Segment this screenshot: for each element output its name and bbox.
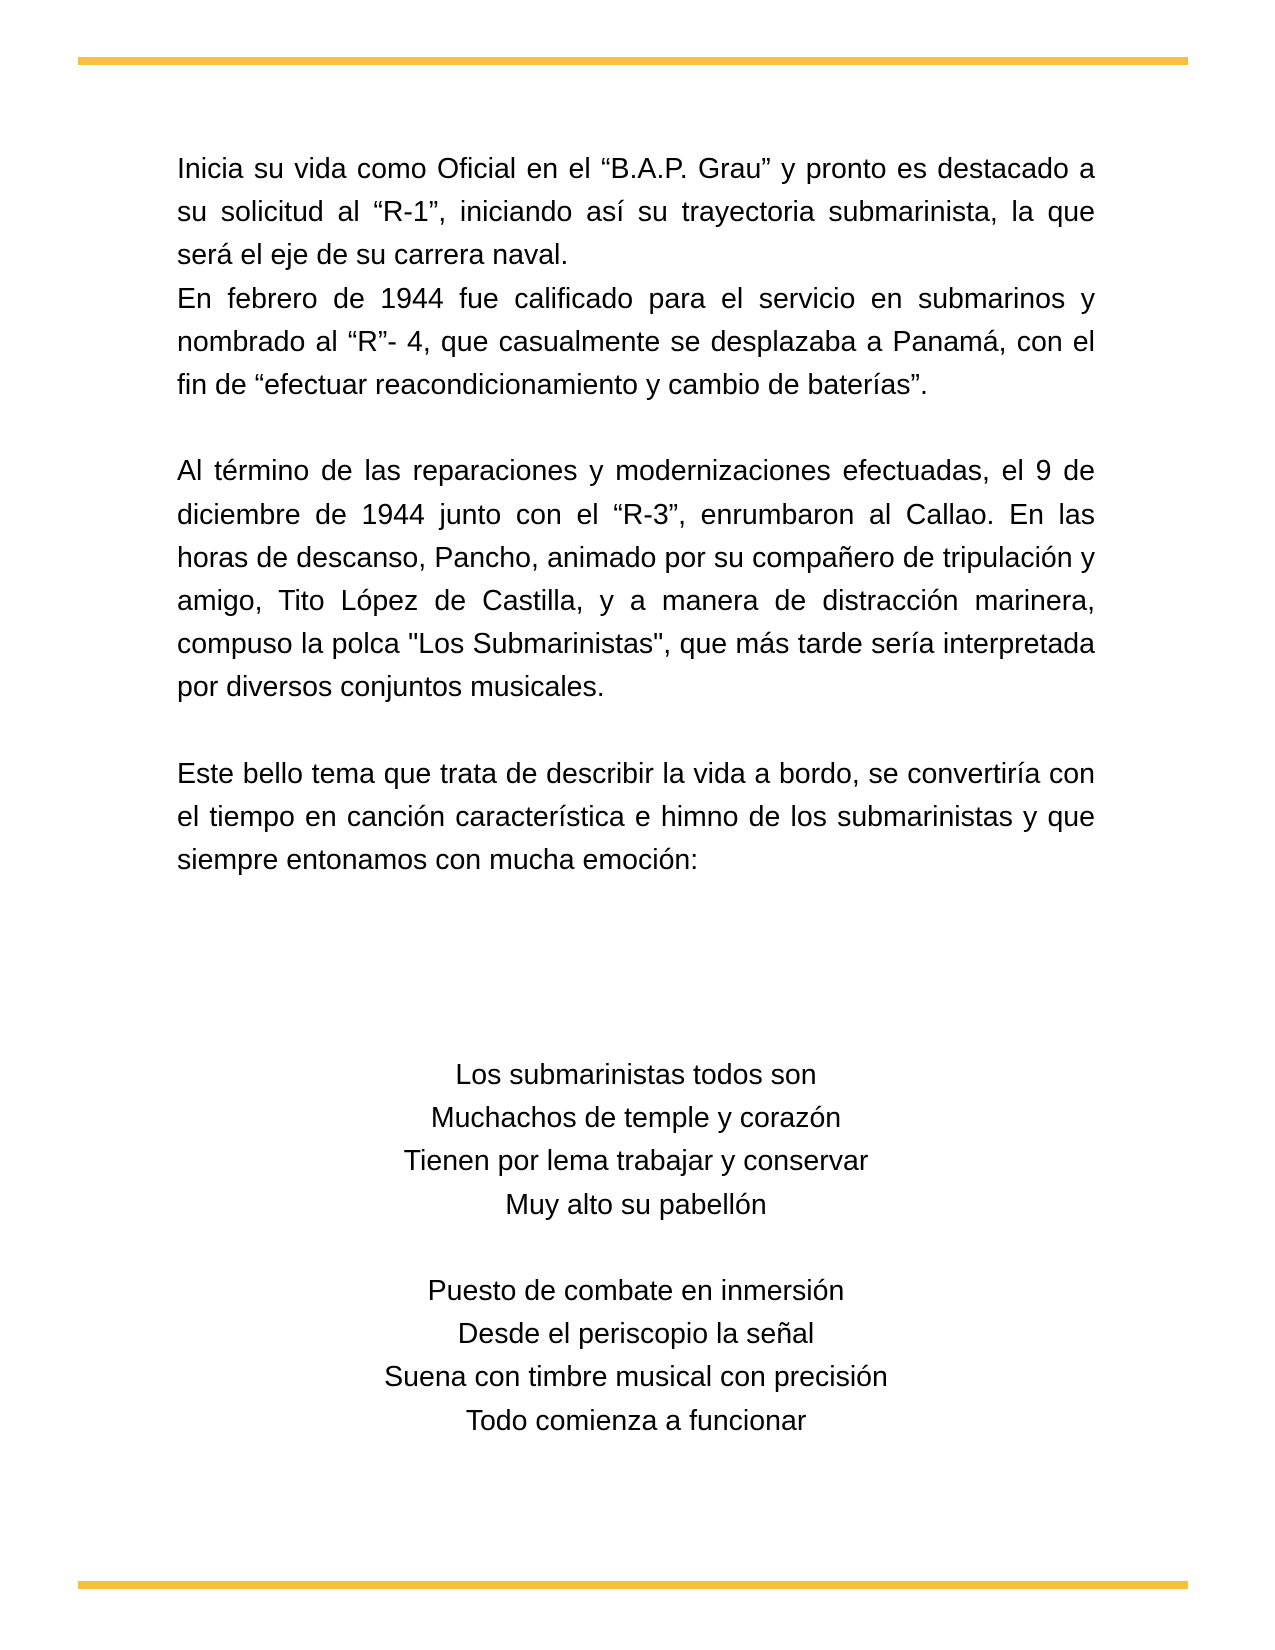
verse-line: Tienen por lema trabajar y conservar	[403, 1145, 869, 1178]
song-verse	[177, 1054, 1095, 1443]
verse-line: Todo comienza a funcionar	[465, 1404, 807, 1437]
verse-line: Puesto de combate en inmersión	[427, 1275, 845, 1307]
paragraph-submarine-service: En febrero de 1944 fue calificado para el servicio en submarinos y nombrado al “R”- 4, que casualmente se desplazaba a Panamá, con el fin de “efectuar reacondicionamiento y cambio de baterías”.	[177, 282, 1095, 402]
top-decorative-rule	[78, 57, 1188, 65]
verse-line: Los submarinistas todos son	[455, 1059, 817, 1091]
paragraph-polka-composition: Al término de las reparaciones y modernizaciones efectuadas, el 9 de diciembre de 1944 junto con el “R-3”, enrumbaron al Callao. En las horas de descanso, Pancho, animado por su compañero de tripulación y amigo, Tito López de Castilla, y a manera de distracción marinera, compuso la polca "Los Submarinistas", que más tarde sería interpretada por diversos conjuntos musicales.	[177, 455, 1095, 704]
body-text	[177, 148, 1095, 882]
paragraph-officer-career: Inicia su vida como Oficial en el “B.A.P. Grau” y pronto es destacado a su solicitud al “R-1”, iniciando así su trayectoria submarinista, la que será el eje de su carrera naval.	[177, 153, 1095, 272]
verse-line: Muy alto su pabellón	[505, 1188, 767, 1221]
verse-line: Suena con timbre musical con precisión	[384, 1361, 888, 1394]
paragraph-anthem-intro: Este bello tema que trata de describir la vida a bordo, se convertiría con el tiempo en canción característica e himno de los submarinistas y que siempre entonamos con mucha emoción:	[177, 757, 1095, 877]
stanza-gap	[177, 1227, 1095, 1270]
paragraph-gap	[177, 407, 1095, 450]
verse-line: Desde el periscopio la señal	[457, 1318, 815, 1351]
bottom-decorative-rule	[78, 1581, 1188, 1589]
verse-line: Muchachos de temple y corazón	[430, 1102, 842, 1135]
paragraph-gap	[177, 710, 1095, 753]
